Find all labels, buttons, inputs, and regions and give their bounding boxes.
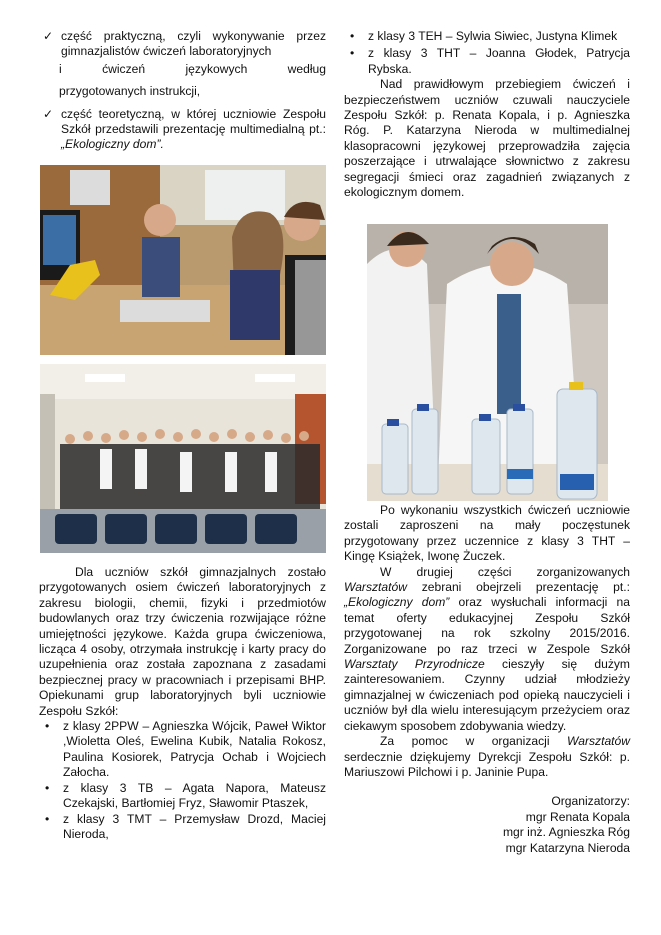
paragraph-refreshments: Po wykonaniu wszystkich ćwiczeń uczniowie zostali zaproszeni na mały poczęstunek przygotowany przez uczennice z klasy 3 THT – Kingę Książek, Iwonę Żuczek. xyxy=(344,503,630,564)
organizer-name: mgr inż. Agnieszka Róg xyxy=(502,825,630,840)
text-span: serdecznie dziękujemy Dyrekcji Zespołu Szkół: p. Mariuszowi Pilchowi i p. Janinie Pupa. xyxy=(344,749,630,779)
bullet-dot-icon: • xyxy=(350,46,355,61)
list-item xyxy=(39,812,326,843)
list-item-text: z klasy 3 TB – Agata Napora, Mateusz Czekajski, Bartłomiej Fryz, Sławomir Ptaszek, xyxy=(63,780,326,811)
list-item-text: z klasy 2PPW – Agnieszka Wójcik, Paweł Wiktor ,Wioletta Oleś, Ewelina Kubik, Natalia Rokosz, Paulina Kosiorek, Patrycja Ochab i Wojciech Załocha. xyxy=(63,719,326,780)
photo-group xyxy=(40,364,326,553)
paragraph-thanks xyxy=(344,734,630,780)
text-span: zebrani obejrzeli prezentację pt.: xyxy=(406,580,630,595)
photo-students-computer xyxy=(40,165,326,355)
checklist-text-cont: i ćwiczeń językowych według xyxy=(59,61,326,76)
checklist-item-practical xyxy=(39,29,326,60)
organizer-name: mgr Katarzyna Nieroda xyxy=(505,840,630,855)
bullet-dot-icon: • xyxy=(45,780,50,795)
list-item xyxy=(344,46,630,77)
bullet-dot-icon: • xyxy=(45,811,50,826)
checklist-text xyxy=(61,107,326,153)
left-column xyxy=(39,29,326,153)
bullet-dot-icon: • xyxy=(350,29,355,43)
checklist-text-span: część teoretyczną, w której uczniowie Zespołu Szkół przedstawili prezentację multimedialną pt.: xyxy=(61,106,326,137)
presentation-title: „Ekologiczny dom”. xyxy=(61,137,164,152)
workshop-name: Warsztatów xyxy=(344,580,407,595)
paragraph-second-part xyxy=(344,565,630,734)
photo-lab-bottles xyxy=(367,224,608,501)
list-item xyxy=(39,781,326,812)
list-item xyxy=(39,719,326,781)
workshop-name: Warsztatów xyxy=(567,734,630,749)
organizer-name: mgr Renata Kopala xyxy=(525,809,630,824)
left-column-lower xyxy=(39,565,326,842)
text-span: Za pomoc w organizacji xyxy=(380,734,568,749)
text-span: oraz wysłuchali informacji na temat oferty edukacyjnej Zespołu Szkół przygotowanej na rok szkolny 2015/2016. Zorganizowane po raz trzeci w Zespole Szkół xyxy=(344,595,630,656)
text-span: cieszyły się dużym zainteresowaniem. Czynny udział młodzieży gimnazjalnej w ćwiczeniach pod opieką nauczycieli i uczniów był dla wielu interesującym przeżyciem oraz ciekawym sposobem zdobywania wiedzy. xyxy=(344,657,631,733)
list-item xyxy=(344,29,630,44)
right-column xyxy=(344,29,630,200)
organizers-block xyxy=(344,794,630,856)
presentation-title: „Ekologiczny dom” xyxy=(344,595,450,610)
list-item-text: z klasy 3 THT – Joanna Głodek, Patrycja Rybska. xyxy=(368,46,630,76)
bullet-dot-icon: • xyxy=(45,719,50,734)
workshop-name: Warsztaty Przyrodnicze xyxy=(344,657,485,672)
paragraph-exercises: Dla uczniów szkół gimnazjalnych zostało przygotowanych osiem ćwiczeń laboratoryjnych z zakresu biologii, chemii, fizyki i przedmiotów budowlanych oraz trzy ćwiczenia rozwijające różne umiejętności językowe. Każda grupa ćwiczeniowa, licząca 4 osoby, otrzymała instrukcję i karty pracy do uzupełnienia oraz została zapoznana z zasadami bezpiecznej pracy w pracowniach i przepisami BHP. Opiekunami grup laboratoryjnych byli uczniowie Zespołu Szkół: xyxy=(39,565,326,718)
text-span: W drugiej części zorganizowanych xyxy=(380,564,630,579)
list-item-text: z klasy 3 TMT – Przemysław Drozd, Maciej Nieroda, xyxy=(63,811,326,841)
right-column-lower xyxy=(344,503,630,856)
checkmark-icon: ✓ xyxy=(43,29,54,43)
checklist-text: część praktyczną, czyli wykonywanie przez gimnazjalistów ćwiczeń laboratoryjnych xyxy=(61,29,326,59)
checkmark-icon: ✓ xyxy=(43,106,54,121)
list-item-text: z klasy 3 TEH – Sylwia Siwiec, Justyna Klimek xyxy=(368,29,618,43)
organizers-label: Organizatorzy: xyxy=(551,794,630,809)
checklist-item-theory xyxy=(39,107,326,153)
checklist-text-cont2: przygotowanych instrukcji, xyxy=(59,84,201,99)
paragraph-supervision: Nad prawidłowym przebiegiem ćwiczeń i bezpieczeństwem uczniów czuwali nauczyciele Zespołu Szkół: p. Renata Kopala, i p. Agnieszka Róg. P. Katarzyna Nieroda w multimedialnej klasopracowni językowej przeprowadziła zajęcia poszerzające i utrwalające słownictwo z zakresu segregacji śmieci oraz zagadnień związanych z ekologicznym domem. xyxy=(344,77,630,200)
